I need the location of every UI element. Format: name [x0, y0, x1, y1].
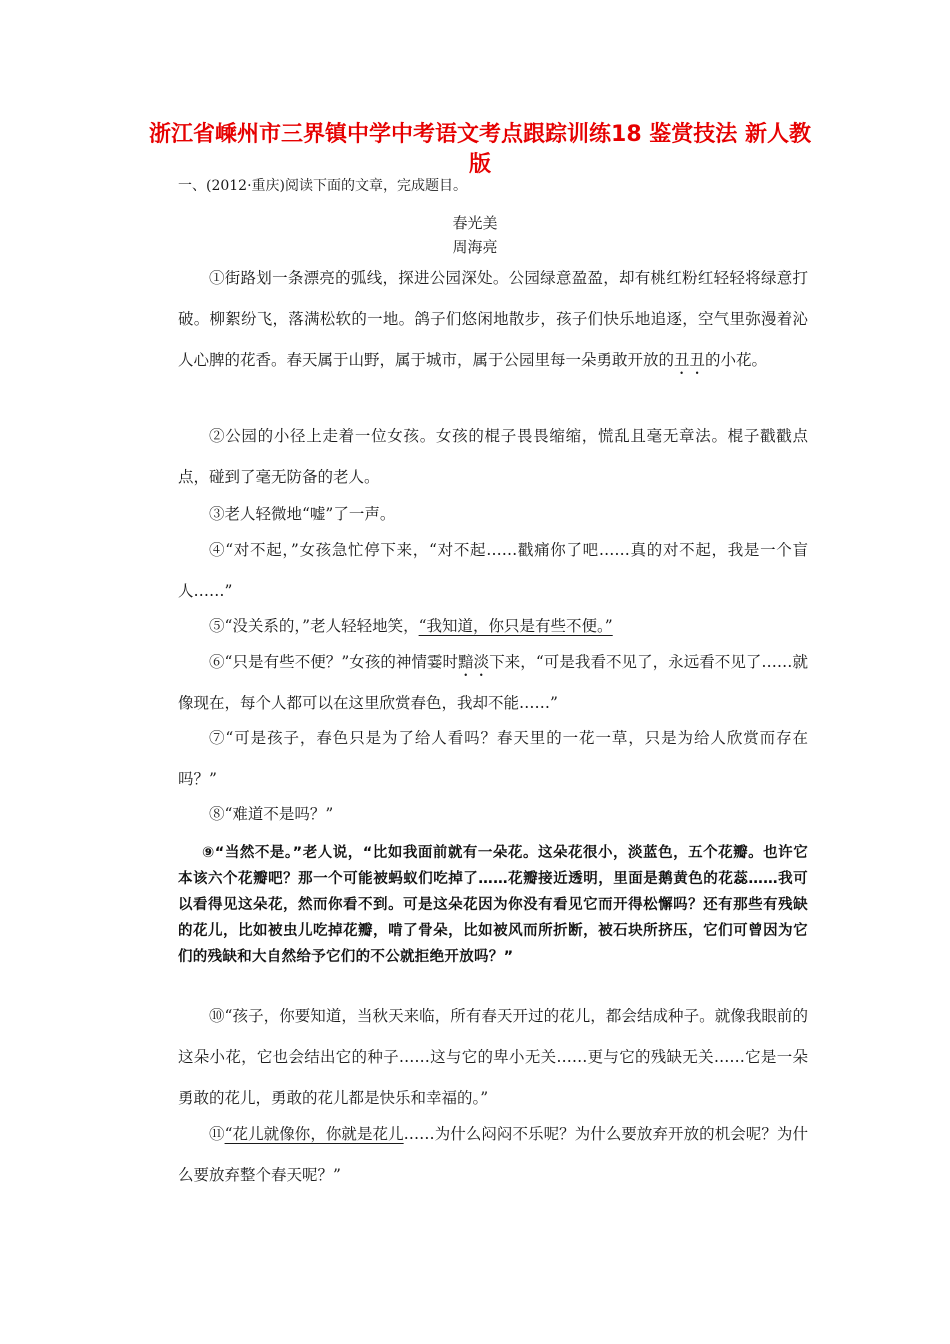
paragraph-6	[178, 642, 808, 724]
paragraph-11	[178, 1114, 808, 1196]
essay-title: 春光美	[452, 214, 498, 232]
paragraph-7: ⑦“可是孩子，春色只是为了给人看吗？春天里的一花一草，只是为给人欣赏而存在吗？”	[178, 729, 808, 788]
paragraph-5	[178, 606, 808, 647]
underlined-sentence: “花儿就像你，你就是花儿	[224, 1125, 404, 1143]
paragraph-6-text-end: 下来，“可是我看不见了，永远看不见了……就像现在，每个人都可以在这里欣赏春色，我却不能……”	[178, 653, 808, 712]
paragraph-1-text-end: 的小花。	[705, 351, 768, 369]
page-title: 浙江省嵊州市三界镇中学中考语文考点跟踪训练18 鉴赏技法 新人教版	[149, 122, 811, 177]
paragraph-3: ③老人轻微地“嘘”了一声。	[209, 505, 396, 523]
emphasis-dotted-word: 黯淡	[458, 653, 490, 671]
paragraph-6-text: ⑥“只是有些不便？”女孩的神情霎时	[209, 653, 459, 671]
paragraph-9: ⑨“当然不是。”老人说，“比如我面前就有一朵花。这朵花很小，淡蓝色，五个花瓣。也许它本该六个花瓣吧？那一个可能被蚂蚁们吃掉了……花瓣接近透明，里面是鹅黄色的花蕊……我可以看得见这朵花，然而你看不到。可是这朵花因为你没有看见它而开得松懈吗？还有那些有残缺的花儿，比如被虫儿吃掉花瓣，啃了骨朵，比如被风而所折断，被石块所挤压，它们可曾因为它们的残缺和大自然给予它们的不公就拒绝开放吗？”	[178, 845, 808, 965]
paragraph-1-text: ①街路划一条漂亮的弧线，探进公园深处。公园绿意盈盈，却有桃红粉红轻轻将绿意打破。柳絮纷飞，落满松软的一地。鸽子们悠闲地散步，孩子们快乐地追逐，空气里弥漫着沁人心脾的花香。春天属于山野，属于城市，属于公园里每一朵勇敢开放的	[178, 269, 808, 369]
paragraph-11-number: ⑪	[209, 1125, 225, 1143]
paragraph-4: ④“对不起，”女孩急忙停下来，“对不起……戳痛你了吧……真的对不起，我是一个盲人……”	[178, 541, 808, 600]
underlined-sentence: “我知道，你只是有些不便。”	[418, 617, 613, 635]
paragraph-5-text: ⑤“没关系的，”老人轻轻地笑，	[209, 617, 419, 635]
paragraph-11-text: ……为什么闷闷不乐呢？为什么要放弃开放的机会呢？为什么要放弃整个春天呢？”	[178, 1125, 808, 1184]
paragraph-2: ②公园的小径上走着一位女孩。女孩的棍子畏畏缩缩，慌乱且毫无章法。棍子戳戳点点，碰到了毫无防备的老人。	[178, 427, 808, 486]
paragraph-8: ⑧“难道不是吗？”	[209, 805, 334, 823]
essay-author: 周海亮	[452, 238, 498, 256]
emphasis-dotted-word: 丑丑	[674, 351, 706, 369]
paragraph-1	[178, 258, 808, 381]
question-intro: 一、(2012·重庆)阅读下面的文章，完成题目。	[178, 178, 468, 194]
paragraph-10: ⑩“孩子，你要知道，当秋天来临，所有春天开过的花儿，都会结成种子。就像我眼前的这朵小花，它也会结出它的种子……这与它的卑小无关……更与它的残缺无关……它是一朵勇敢的花儿，勇敢的花儿都是快乐和幸福的。”	[178, 1007, 808, 1107]
